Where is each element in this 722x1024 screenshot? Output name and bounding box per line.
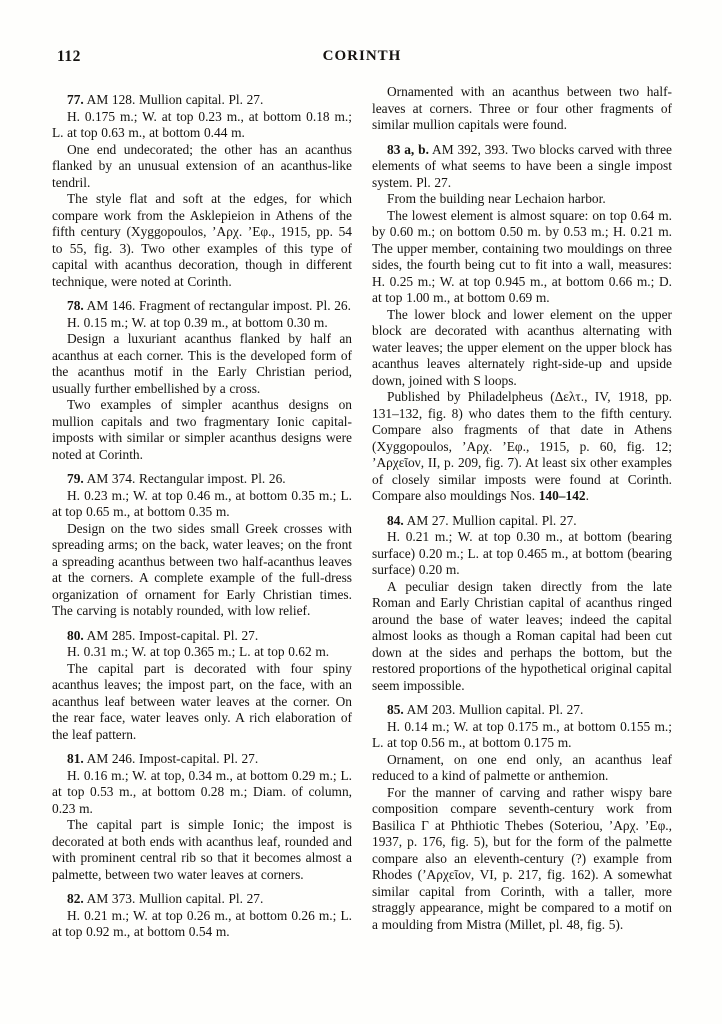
bold-text: 85.	[387, 702, 404, 717]
text-run: Published by Philadelpheus (Δελτ., IV, 1918, pp. 131–132, fig. 8) who dates them to the fifth century. Compare also fragments of that date in Athens (Xyggopoulos, ’Αρχ. ’Εφ., 1915, p. 60, fig. 12; ’Αρχεῖον, II, p. 209, fig. 7). At least six other examples of closely similar imposts were found at Corinth. Compare also mouldings Nos.	[372, 389, 672, 503]
paragraph	[52, 908, 352, 941]
text-run: AM 246. Impost-capital. Pl. 27.	[83, 751, 259, 766]
text-run: AM 203. Mullion capital. Pl. 27.	[403, 702, 584, 717]
text-run: .	[585, 488, 589, 503]
text-run: Design a luxuriant acanthus flanked by half an acanthus at each corner. This is the developed form of the acanthus motif in the Early Christian period, usually further embellished by a cross.	[52, 331, 352, 396]
paragraph	[52, 817, 352, 883]
text-run: H. 0.16 m.; W. at top, 0.34 m., at bottom 0.29 m.; L. at top 0.53 m., at bottom 0.28 m.; Diam. of column, 0.23 m.	[52, 767, 352, 816]
text-run: AM 374. Rectangular impost. Pl. 26.	[83, 471, 286, 486]
bold-text: 80.	[67, 627, 84, 643]
bold-text: 82.	[67, 891, 84, 906]
running-header	[52, 48, 672, 68]
text-run: AM 392, 393. Two blocks carved with three elements of what seems to have been a single impost system. Pl. 27.	[372, 141, 672, 190]
text-run: H. 0.15 m.; W. at top 0.39 m., at bottom 0.30 m.	[67, 314, 328, 330]
bold-text: 83 a, b.	[387, 141, 429, 157]
paragraph	[52, 142, 352, 192]
text-run: AM 146. Fragment of rectangular impost. Pl. 26.	[83, 298, 351, 313]
text-columns	[52, 84, 672, 941]
entry-heading	[372, 702, 672, 719]
entry-heading	[52, 751, 352, 768]
paragraph	[52, 661, 352, 744]
bold-text: 140–142	[538, 488, 586, 503]
entry-heading	[52, 92, 352, 109]
paragraph	[52, 768, 352, 818]
bold-text: 81.	[67, 751, 84, 766]
entry-heading	[52, 628, 352, 645]
paragraph	[372, 191, 672, 208]
text-run: For the manner of carving and rather wispy bare composition compare seventh-century work from Basilica Γ at Phthiotic Thebes (Soteriou, ’Αρχ. ’Εφ., 1937, p. 176, fig. 5), but for the form of the palmette compare also an eleventh-century (?) example from Rhodes (’Αρχεῖον, VI, p. 217, fig. 162). A somewhat similar capital from Corinth, with a taller, more straggly appearance, might be compared to a motif on a moulding from Mistra (Millet, pl. 48, fig. 5).	[372, 784, 672, 932]
text-run: H. 0.175 m.; W. at top 0.23 m., at bottom 0.18 m.; L. at top 0.63 m., at bottom 0.44 m.	[52, 108, 352, 140]
text-run: AM 128. Mullion capital. Pl. 27.	[83, 92, 264, 107]
text-run: H. 0.31 m.; W. at top 0.365 m.; L. at top 0.62 m.	[67, 644, 330, 659]
text-run: Ornamented with an acanthus between two half-leaves at corners. Three or four other fragments of similar mullion capitals were found.	[372, 84, 672, 132]
bold-text: 79.	[67, 471, 84, 486]
text-run: The lowest element is almost square: on top 0.64 m. by 0.60 m.; on bottom 0.50 m. by 0.53 m.; H. 0.21 m. The upper member, containing two mouldings on three sides, the fourth being cut to fit into a wall, measures: H. 0.25 m.; W. at top 0.945 m., at bottom 0.66 m.; D. at top 1.00 m., at bottom 0.69 m.	[372, 207, 672, 305]
text-run: Design on the two sides small Greek crosses with spreading arms; on the back, water leaves; on the front a spreading acanthus between two half-acanthus leaves at the corners. A complete example of the full-dress organization of ornament for Early Christian times. The carving is notably rounded, with low relief.	[52, 520, 352, 618]
bold-text: 77.	[67, 92, 84, 107]
paragraph	[52, 315, 352, 332]
paragraph	[52, 521, 352, 620]
text-run: The style flat and soft at the edges, for which compare work from the Asklepieion in Athens of the fifth century (Xyggopoulos, ’Αρχ. ’Εφ., 1915, pp. 54 to 55, fig. 3). Two other examples of this type of capital with acanthus decoration, though in different technique, were noted at Corinth.	[52, 191, 352, 289]
text-run: From the building near Lechaion harbor.	[387, 191, 606, 206]
text-run: H. 0.21 m.; W. at top 0.30 m., at bottom (bearing surface) 0.20 m.; L. at top 0.465 m., at bottom (bearing surface) 0.20 m.	[372, 529, 672, 577]
paragraph	[372, 719, 672, 752]
text-run: Two examples of simpler acanthus designs on mullion capitals and two fragmentary Ionic capital-imposts with similar or simpler acanthus designs were noted at Corinth.	[52, 397, 352, 462]
text-run: H. 0.14 m.; W. at top 0.175 m., at bottom 0.155 m.; L. at top 0.56 m., at bottom 0.175 m.	[372, 718, 672, 750]
entry-heading	[52, 471, 352, 488]
paragraph	[372, 529, 672, 579]
paragraph	[372, 752, 672, 785]
entry-heading	[372, 513, 672, 530]
text-run: One end undecorated; the other has an acanthus flanked by an unusual extension of an acanthus-like tendril.	[52, 141, 352, 190]
running-title: CORINTH	[322, 48, 402, 64]
paragraph	[372, 389, 672, 505]
text-run: AM 373. Mullion capital. Pl. 27.	[83, 891, 264, 906]
paragraph	[372, 84, 672, 134]
paragraph	[52, 397, 352, 463]
paragraph	[52, 644, 352, 661]
page-number: 112	[57, 48, 81, 65]
text-run: The lower block and lower element on the upper block are decorated with acanthus alternating with water leaves; the upper element on the upper block has acanthus leaves alternately right-side-up and upside down, joined with S loops.	[372, 306, 672, 388]
text-run: The capital part is simple Ionic; the impost is decorated at both ends with acanthus leaf, rounded and with prominent central rib so that it becomes almost a palmette, between two water leaves at corners.	[52, 817, 352, 882]
entry-heading	[372, 142, 672, 192]
text-run: The capital part is decorated with four spiny acanthus leaves; the impost part, on the face, with an acanthus leaf between water leaves at the corner. On the rear face, water leaves only. A rich elaboration of the leaf pattern.	[52, 660, 352, 742]
text-run: AM 285. Impost-capital. Pl. 27.	[83, 627, 259, 643]
bold-text: 84.	[387, 512, 404, 528]
paragraph	[372, 307, 672, 390]
entry-heading	[52, 298, 352, 315]
bold-text: 78.	[67, 298, 84, 313]
left-column	[52, 84, 352, 941]
right-column	[372, 84, 672, 941]
paragraph	[52, 331, 352, 397]
text-run: H. 0.23 m.; W. at top 0.46 m., at bottom 0.35 m.; L. at top 0.65 m., at bottom 0.35 m.	[52, 487, 352, 519]
entry-heading	[52, 891, 352, 908]
paragraph	[372, 785, 672, 934]
text-run: H. 0.21 m.; W. at top 0.26 m., at bottom 0.26 m.; L. at top 0.92 m., at bottom 0.54 m.	[52, 907, 352, 939]
paragraph	[52, 109, 352, 142]
text-run: Ornament, on one end only, an acanthus leaf reduced to a kind of palmette or anthemion.	[372, 751, 672, 783]
paragraph	[52, 191, 352, 290]
paragraph	[372, 579, 672, 695]
text-run: A peculiar design taken directly from the late Roman and Early Christian capital of acanthus ringed around the base of water leaves; indeed the capital almost looks as though a Roman capital had been cut down at the sides and perhaps the bottom, but the restored proportions of the hypothetical original capital seem impossible.	[372, 578, 672, 693]
text-run: AM 27. Mullion capital. Pl. 27.	[403, 512, 577, 528]
paragraph	[52, 488, 352, 521]
paragraph	[372, 208, 672, 307]
